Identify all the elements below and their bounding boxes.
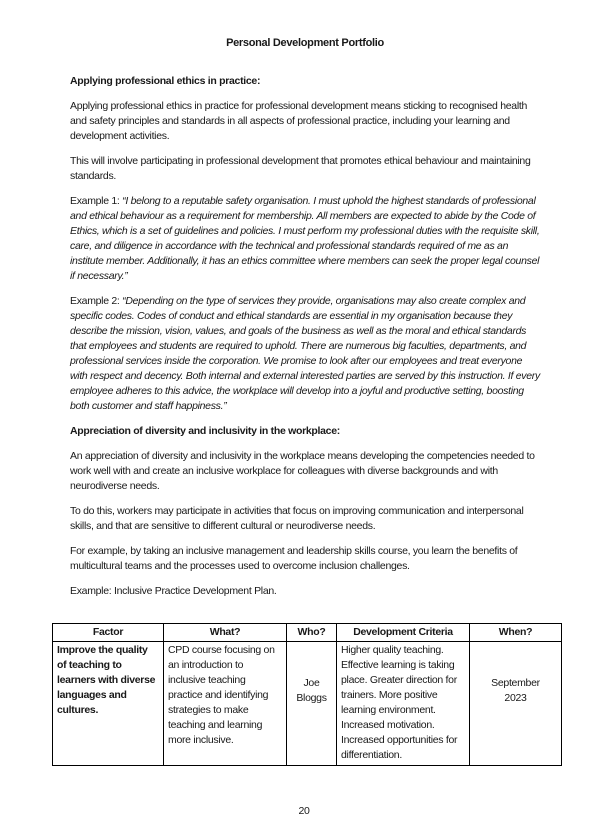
- cell-factor: Improve the quality of teaching to learners with diverse languages and cultures.: [53, 642, 164, 766]
- paragraph-diversity-2: To do this, workers may participate in activities that focus on improving communication and interpersonal skills, and that are sensitive to different cultural or neurodiverse needs.: [70, 505, 524, 532]
- section-diversity-inclusivity: [70, 424, 540, 599]
- paragraph-diversity-1: An appreciation of diversity and inclusivity in the workplace means developing the competencies needed to work well with and create an inclusive workplace for colleagues with diverse backgrounds and with neurodiverse needs.: [70, 450, 535, 492]
- cell-what: CPD course focusing on an introduction to inclusive teaching practice and identifying strategies to make teaching and learning more inclusive.: [164, 642, 287, 766]
- section-heading-diversity: Appreciation of diversity and inclusivity in the workplace:: [70, 425, 340, 437]
- table-header-development-criteria: Development Criteria: [337, 624, 470, 642]
- example-1-label: Example 1:: [70, 195, 123, 207]
- table-header-what: What?: [164, 624, 287, 642]
- page-number: 20: [298, 805, 310, 817]
- development-plan-table-grid: [52, 623, 562, 766]
- cell-development-criteria: [337, 642, 470, 766]
- table-header-factor: Factor: [53, 624, 164, 642]
- section-heading-ethics: Applying professional ethics in practice:: [70, 75, 261, 87]
- section-professional-ethics: [70, 74, 540, 414]
- example-1-quote: “I belong to a reputable safety organisation. I must uphold the highest standards of professional and ethical behaviour as a requirement for membership. All members are expected to abide by the Code of Ethics, which is a set of guidelines and policies. I must perform my professional duties with the requisite skill, care, and diligence in accordance with the technical and professional standards required of me as an institute member. Additionally, it has an ethics committee where members can seek the proper legal counsel if necessary.”: [70, 195, 540, 282]
- document-title: Personal Development Portfolio: [226, 37, 384, 49]
- table-row: [53, 642, 562, 766]
- development-criteria-text-1: Higher quality teaching. Effective learning is taking place. Greater direction for trainers. More positive learning environment. Increased motivation.: [341, 644, 457, 731]
- development-criteria-text-2: Increased opportunities for differentiation.: [341, 734, 458, 761]
- paragraph-diversity-3: For example, by taking an inclusive management and leadership skills course, you learn the benefits of multicultural teams and the processes used to overcome inclusion challenges.: [70, 545, 518, 572]
- cell-who: Joe Bloggs: [287, 642, 337, 766]
- table-header-who: Who?: [287, 624, 337, 642]
- paragraph-ethics-1: Applying professional ethics in practice for professional development means sticking to recognised health and safety principles and standards in all aspects of professional practice, including your learning and development activities.: [70, 100, 528, 142]
- development-plan-table: [52, 623, 540, 766]
- table-header-when: When?: [470, 624, 562, 642]
- paragraph-example-1: [70, 194, 540, 284]
- paragraph-diversity-4: Example: Inclusive Practice Development Plan.: [70, 585, 277, 597]
- cell-when: September 2023: [470, 642, 562, 766]
- paragraph-ethics-2: This will involve participating in professional development that promotes ethical behaviour and maintaining standards.: [70, 155, 531, 182]
- table-header-row: [53, 624, 562, 642]
- paragraph-example-2: [70, 294, 540, 414]
- example-2-label: Example 2:: [70, 295, 123, 307]
- example-2-quote: “Depending on the type of services they provide, organisations may also create complex and specific codes. Codes of conduct and ethical standards are essential in my organisation because they describe the mission, vision, values, and goals of the business as well as the moral and ethical standards that employees and students are required to uphold. There are numerous big faculties, departments, and professional services inside the corporation. We promise to look after our employees and treat everyone with respect and decency. Both internal and external interested parties are served by this instruction. If every employee adheres to this advice, the workplace will develop into a joyful and productive setting, boosting both customer and staff happiness.”: [70, 295, 540, 412]
